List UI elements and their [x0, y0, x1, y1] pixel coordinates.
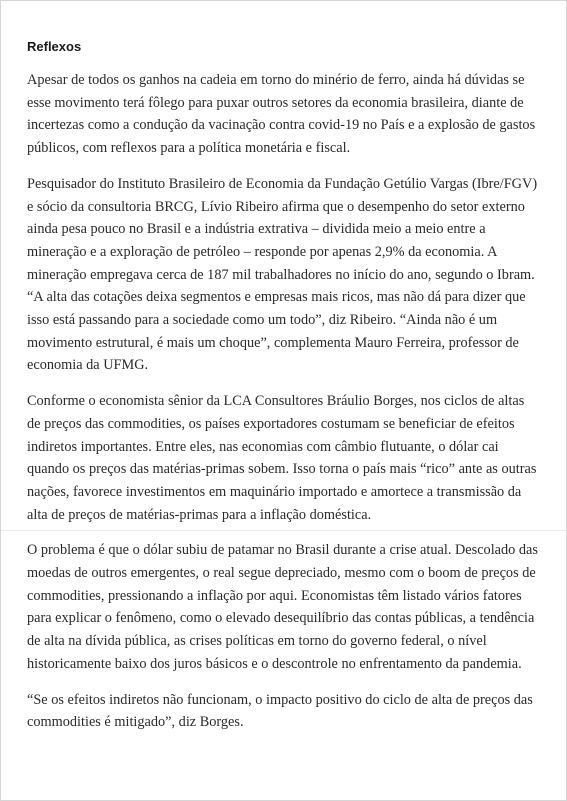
paragraph-5: “Se os efeitos indiretos não funcionam, o impacto positivo do ciclo de alta de preços das commodities é mitigado”, diz Borges.: [27, 691, 533, 731]
paragraph-1: Apesar de todos os ganhos na cadeia em torno do minério de ferro, ainda há dúvidas se esse movimento terá fôlego para puxar outros setores da economia brasileira, diante de incertezas como a condução da vacinação contra covid-19 no País e a explosão de gastos públicos, com reflexos para a política monetária e fiscal.: [27, 72, 536, 157]
section-heading: Reflexos: [27, 39, 82, 54]
paragraph-2: Pesquisador do Instituto Brasileiro de Economia da Fundação Getúlio Vargas (Ibre/FGV) e sócio da consultoria BRCG, Lívio Ribeiro afirma que o desempenho do setor externo ainda pesa pouco no Brasil e a indústria extrativa – dividida meio a meio entre a mineração e a exploração de petróleo – responde por apenas 2,9% da economia. A mineração empregava cerca de 187 mil trabalhadores no início do ano, segundo o Ibram. “A alta das cotações deixa segmentos e empresas mais ricos, mas não dá para dizer que isso está passando para a sociedade como um todo”, diz Ribeiro. “Ainda não é um movimento estrutural, é mais um choque”, complementa Mauro Ferreira, professor de economia da UFMG.: [27, 175, 538, 374]
paragraph-4: O problema é que o dólar subiu de patamar no Brasil durante a crise atual. Descolado das moedas de outros emergentes, o real segue depreciado, mesmo com o boom de preços de commodities, pressionando a inflação por aqui. Economistas têm listado vários fatores para explicar o fenômeno, como o elevado desequilíbrio das contas públicas, a tendência de alta na dívida pública, as crises políticas em torno do governo federal, o nível historicamente baixo dos juros básicos e o descontrole no enfrentamento da pandemia.: [27, 542, 538, 672]
article-body: [27, 37, 539, 747]
paragraph-3: Conforme o economista sênior da LCA Consultores Bráulio Borges, nos ciclos de altas de preços das commodities, os países exportadores costumam se beneficiar de efeitos indiretos importantes. Entre eles, nas economias com câmbio flutuante, o dólar cai quando os preços das matérias-primas sobem. Isso torna o país mais “rico” ante as outras nações, favorece investimentos em maquinário importado e amortece a transmissão da alta de preços de matérias-primas para a inflação doméstica.: [27, 393, 537, 523]
